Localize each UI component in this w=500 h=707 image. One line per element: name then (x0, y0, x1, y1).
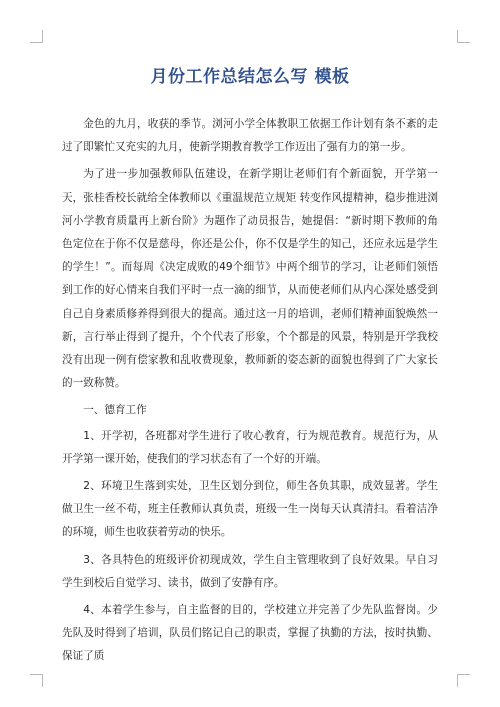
page-corner-mark-bottom-left (30, 674, 43, 687)
list-item-1: 1、开学初，各班都对学生进行了收心教育，行为规范教育。规范行为，从开学第一课开始，使我们的学习状态有了一个好的开端。 (62, 429, 438, 465)
paragraph-intro: 金色的九月，收获的季节。浏河小学全体教职工依据工作计划有条不紊的走过了即繁忙又充实的九月，使新学期教育教学工作迈出了强有力的第一步。 (62, 118, 438, 154)
list-item-4: 4、本着学生参与，自主监督的目的，学校建立并完善了少先队监督岗。少先队及时得到了培训，队员们铭记自己的职责，掌握了执勤的方法，按时执勤、保证了质 (62, 604, 438, 663)
paragraph-teacher-training: 为了进一步加强教师队伍建设，在新学期让老师们有个新面貌，开学第一天，张桂香校长就给全体教师以《重温规范立规矩 转变作风提精神，稳步推进浏河小学教育质量再上新台阶》为题作了动员报告，她提倡：“新时期下教师的角色定位在于你不仅是慈母，你还是公仆，你不仅是学生的知己，还应永远是学生的学生！”。而每周《决定成败的49个细节》中两个细节的学习，让老师们领悟到工作的好心情来自我们平时一点一滴的细节，从而使老师们从内心深处感受到自己自身素质修养得到很大的提高。通过这一月的培训，老师们精神面貌焕然一新，言行举止得到了提升，个个代表了形象，个个都是的风景，特别是开学我校没有出现一例有偿家教和乱收费现象，教师新的姿态新的面貌也得到了广大家长的一致称赞。 (62, 168, 438, 390)
list-item-2: 2、环境卫生落到实处，卫生区划分到位，师生各负其职，成效显著。学生做卫生一丝不苟，班主任教师认真负责，班级一生一岗每天认真清扫。看着洁净的环境，师生也收获着劳动的快乐。 (62, 480, 438, 539)
document-title: 月份工作总结怎么写 模板 (150, 67, 350, 87)
page-corner-mark-bottom-right (457, 674, 470, 687)
page-corner-mark-top-left (30, 30, 43, 43)
page-corner-mark-top-right (457, 30, 470, 43)
list-item-3: 3、各具特色的班级评价初现成效，学生自主管理收到了良好效果。早自习学生到校后自觉学习、读书，做到了安静有序。 (62, 553, 438, 589)
section-heading-moral-education: 一、德育工作 (83, 404, 147, 417)
document-page (62, 62, 438, 673)
